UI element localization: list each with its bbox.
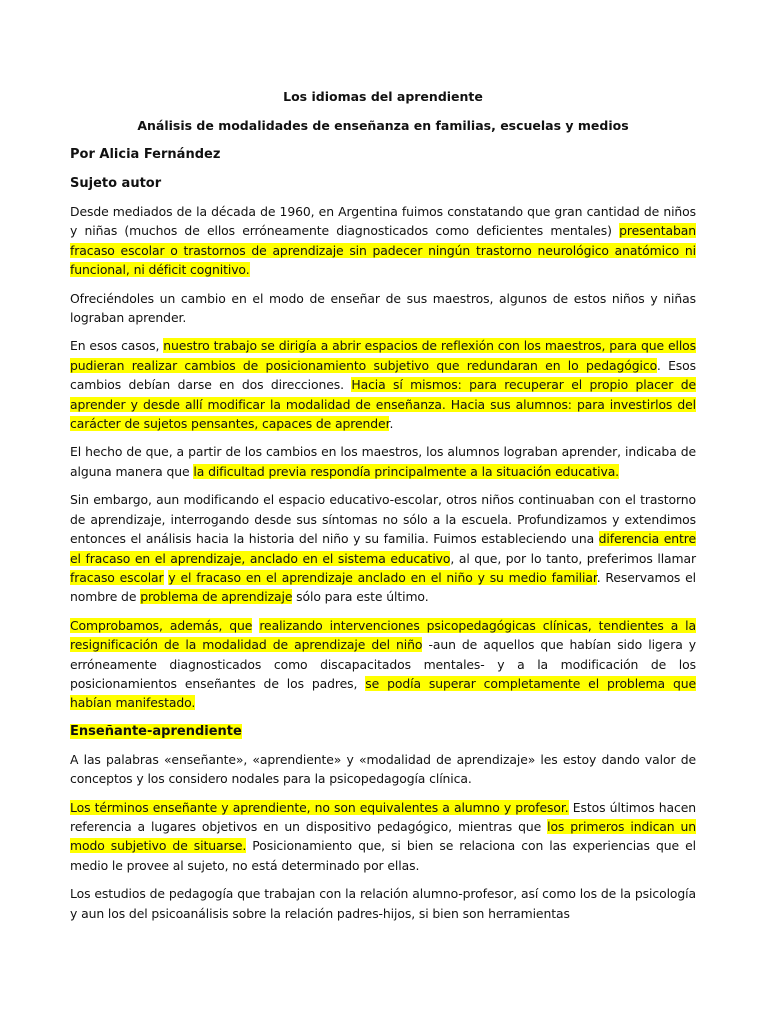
paragraph-9 — [70, 884, 696, 923]
paragraph-3 — [70, 336, 696, 433]
highlighted-text: se podía superar completamente el problema que habían manifestado. — [70, 675, 696, 711]
paragraph-4 — [70, 442, 696, 481]
paragraph-text: . Esos cambios debían darse en dos direcciones. — [70, 357, 696, 393]
highlighted-heading: Enseñante-aprendiente — [70, 723, 242, 739]
section-heading-sujeto-autor: Sujeto autor — [70, 176, 162, 191]
highlighted-text: fracaso escolar — [70, 569, 164, 585]
paragraph-2 — [70, 289, 696, 328]
document-title: Los idiomas del aprendiente — [283, 89, 483, 104]
paragraph-text: sólo para este último. — [292, 589, 429, 605]
paragraph-text: . — [389, 416, 394, 432]
highlighted-text: la dificultad previa respondía principalmente a la situación educativa. — [193, 463, 620, 479]
paragraph-text: -aun de aquellos que habían sido ligera y erróneamente diagnosticados como discapacitados mentales- y a la modificación de los posicionamientos enseñantes de los padres, — [70, 637, 696, 691]
highlighted-text: Hacia sí mismos: para recuperar el propio placer de aprender y desde allí modificar la modalidad de enseñanza. Hacia sus alumnos: para investirlos del carácter de sujetos pensantes, capaces de aprender — [70, 377, 697, 432]
highlighted-text: diferencia entre el fracaso en el aprendizaje, anclado en el sistema educativo — [70, 531, 696, 566]
highlighted-text: Los términos enseñante y aprendiente, no son equivalentes a alumno y profesor. — [70, 799, 569, 815]
paragraph-text: El hecho de que, a partir de los cambios en los maestros, los alumnos lograban aprender, indicaba de alguna manera que — [70, 444, 696, 479]
paragraph-text: Estos últimos hacen referencia a lugares objetivos en un dispositivo pedagógico, mientras que — [70, 799, 696, 834]
paragraph-6 — [70, 616, 696, 713]
highlighted-text: Comprobamos, además, que — [70, 617, 253, 633]
paragraph-text: A las palabras «enseñante», «aprendiente» y «modalidad de aprendizaje» les estoy dando valor de conceptos y los considero nodales para la psicopedagogía clínica. — [70, 751, 696, 787]
paragraph-text: Ofreciéndoles un cambio en el modo de enseñar de sus maestros, algunos de estos niños y niñas lograban aprender. — [70, 290, 696, 326]
paragraph-text: , al que, por lo tanto, preferimos llamar — [450, 550, 696, 566]
highlighted-text: los primeros indican un modo subjetivo de situarse. — [70, 818, 696, 854]
paragraph-7 — [70, 750, 696, 789]
document-subtitle: Análisis de modalidades de enseñanza en familias, escuelas y medios — [137, 118, 629, 133]
paragraph-text: En esos casos, — [70, 338, 164, 354]
paragraph-text: Posicionamiento que, si bien se relaciona con las experiencias que el medio le provee al sujeto, no está determinado por ellas. — [70, 838, 696, 873]
paragraph-text: Los estudios de pedagogía que trabajan con la relación alumno-profesor, así como los de la psicología y aun los del psicoanálisis sobre la relación padres-hijos, si bien son herramientas — [70, 886, 696, 921]
highlighted-text: y el fracaso en el aprendizaje anclado en el niño y su medio familiar — [168, 569, 597, 585]
paragraph-text: Sin embargo, aun modificando el espacio educativo-escolar, otros niños continuaban con el trastorno de aprendizaje, interrogando desde sus síntomas no sólo a la escuela. Profundizamos y extendimos entonces el análisis hacia la historia del niño y su familia. Fuimos estableciendo una — [70, 492, 696, 547]
highlighted-text: presentaban fracaso escolar o trastornos de aprendizaje sin padecer ningún trastorno neurológico anatómico ni funcional, ni déficit cognitivo. — [70, 223, 696, 278]
paragraph-5 — [70, 490, 696, 606]
section-heading-ensenante-aprendiente — [70, 722, 696, 741]
highlighted-text: problema de aprendizaje — [140, 589, 293, 605]
highlighted-text: nuestro trabajo se dirigía a abrir espacios de reflexión con los maestros, para que ellos pudieran realizar cambios de posicionamiento subjetivo que redundaran en lo pedagógico — [70, 338, 697, 373]
paragraph-text: Desde mediados de la década de 1960, en Argentina fuimos constatando que gran cantidad de niños y niñas (muchos de ellos erróneamente diagnosticados como deficientes mentales) — [70, 204, 696, 239]
document-author: Por Alicia Fernández — [70, 147, 221, 162]
paragraph-8 — [70, 798, 696, 876]
paragraph-text: . Reservamos el nombre de — [70, 569, 696, 605]
highlighted-text: realizando intervenciones psicopedagógicas clínicas, tendientes a la resignificación de la modalidad de aprendizaje del niño — [70, 617, 697, 653]
paragraph-1 — [70, 202, 696, 280]
